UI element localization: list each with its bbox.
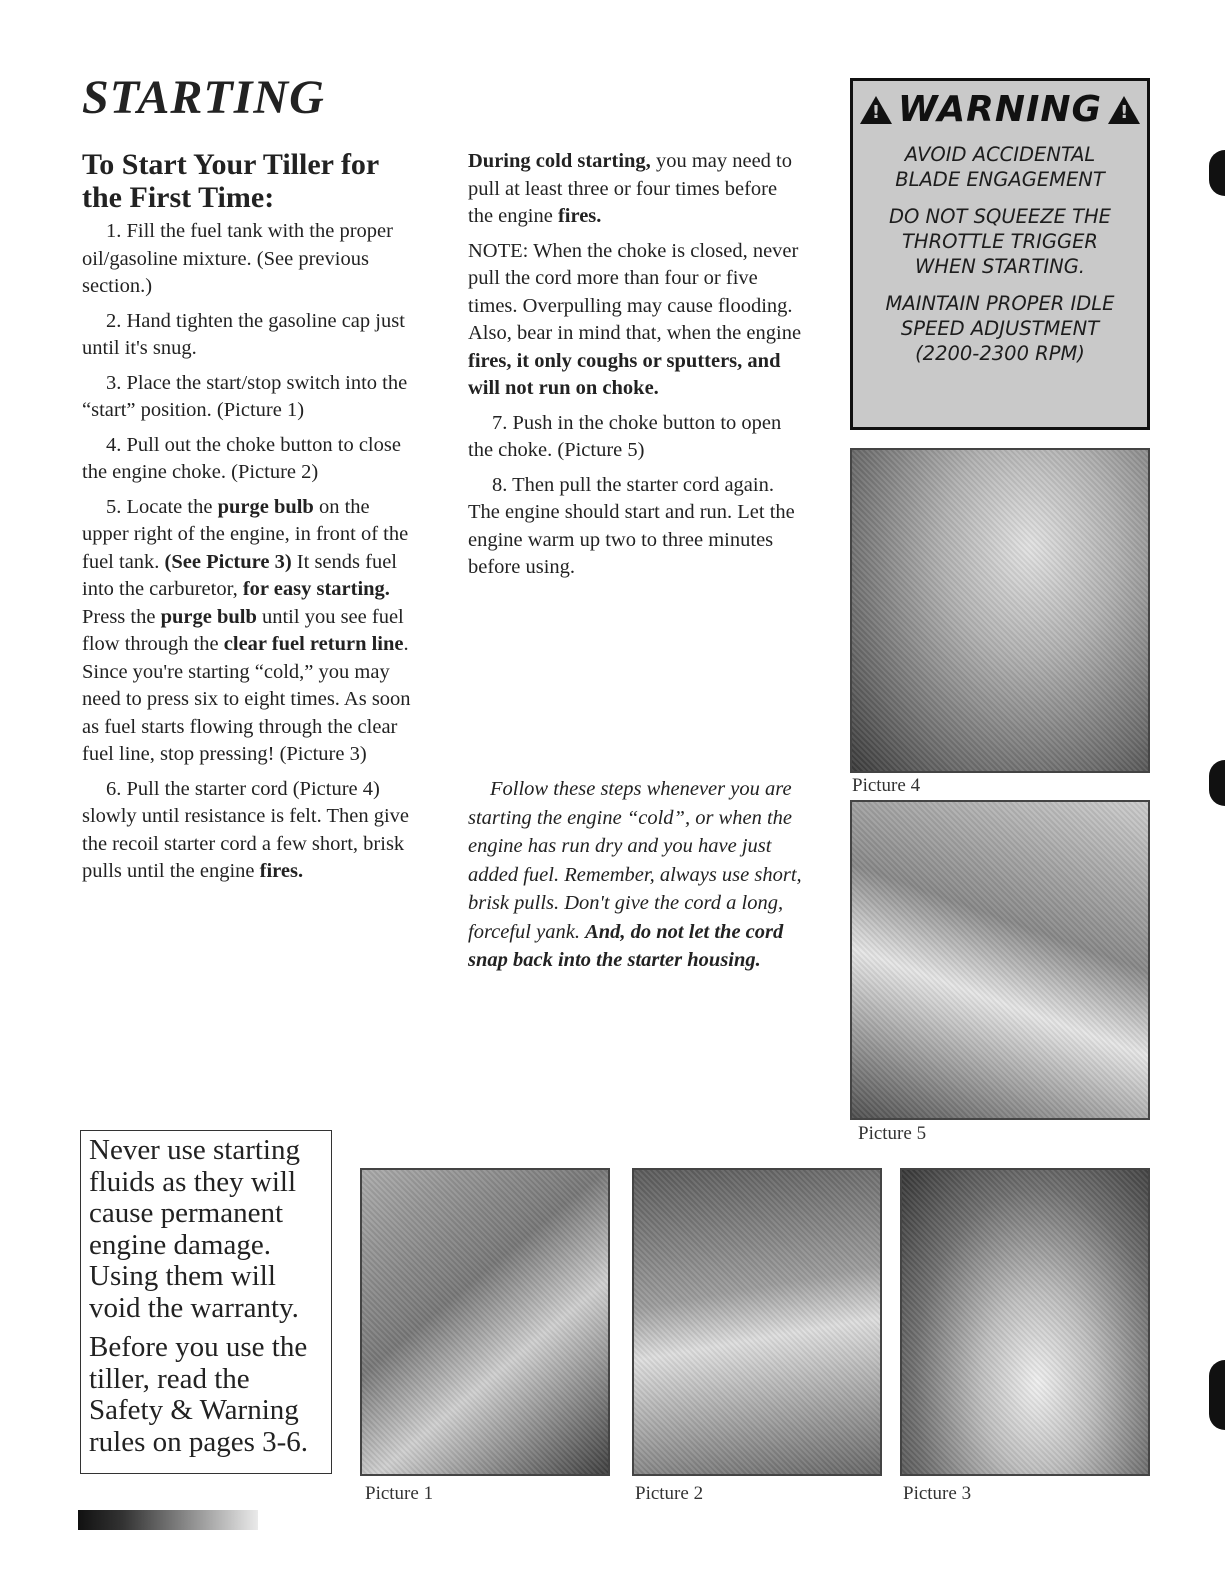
caption-picture-5: Picture 5	[858, 1123, 927, 1144]
photo-picture-4	[850, 448, 1150, 773]
warning-line: DO NOT SQUEEZE THE	[888, 205, 1112, 228]
steps-column-left	[82, 218, 412, 893]
page-edge-tab	[1209, 1360, 1225, 1430]
steps-column-right	[468, 148, 803, 589]
warning-line: (2200-2300 RPM)	[915, 342, 1085, 365]
photo-picture-5	[850, 800, 1150, 1120]
warranty-notice-box	[80, 1130, 332, 1474]
caption-picture-4: Picture 4	[852, 775, 921, 796]
step-8: 8. Then pull the starter cord again. The engine should start and run. Let the engine warm up two to three minutes before using.	[468, 473, 795, 578]
warning-line: WHEN STARTING.	[915, 255, 1085, 278]
warning-line: BLADE ENGAGEMENT	[895, 168, 1105, 191]
step-4: 4. Pull out the choke button to close the engine choke. (Picture 2)	[82, 433, 401, 483]
caption-picture-3: Picture 3	[903, 1483, 972, 1504]
section-heading: To Start Your Tiller for the First Time:	[82, 148, 379, 214]
notice-starting-fluids: Never use starting fluids as they will cause permanent engine damage. Using them will void the warranty.	[89, 1134, 300, 1324]
warning-triangle-icon: !	[1108, 96, 1140, 124]
warning-line: THROTTLE TRIGGER	[902, 230, 1098, 253]
photo-picture-3	[900, 1168, 1150, 1476]
cold-start-reminder: Follow these steps whenever you are starting the engine “cold”, or when the engine has run dry and you have just added fuel. Remember, always use short, brisk pulls. Don't give the cord a long, forceful yank. And, do not let the cord snap back into the starter housing.	[468, 778, 802, 971]
warning-triangle-icon: !	[860, 96, 892, 124]
warning-box	[850, 78, 1150, 430]
warning-line: AVOID ACCIDENTAL	[904, 143, 1096, 166]
caption-picture-2: Picture 2	[635, 1483, 704, 1504]
photo-picture-1	[360, 1168, 610, 1476]
step-2: 2. Hand tighten the gasoline cap just until it's snug.	[82, 309, 405, 359]
step-1: 1. Fill the fuel tank with the proper oil/gasoline mixture. (See previous section.)	[82, 220, 393, 297]
choke-note: NOTE: When the choke is closed, never pull the cord more than four or five times. Overpulling may cause flooding. Also, bear in mind that, when the engine fires, it only coughs or sputters, and will not run on choke.	[468, 239, 802, 399]
step-5: 5. Locate the purge bulb on the upper right of the engine, in front of the fuel tank. (See Picture 3) It sends fuel into the carburetor, for easy starting. Press the purge bulb until you see fuel flow through the clear fuel return line. Since you're starting “cold,” you may need to press six to eight times. As soon as fuel starts flowing through the clear fuel line, stop pressing! (Picture 3)	[82, 495, 411, 765]
step-6: 6. Pull the starter cord (Picture 4) slowly until resistance is felt. Then give the recoil starter cord a few short, brisk pulls until the engine fires.	[82, 777, 409, 882]
notice-safety-rules: Before you use the tiller, read the Safety & Warning rules on pages 3-6.	[89, 1331, 309, 1458]
warning-heading: ! WARNING !	[853, 89, 1147, 130]
photo-picture-2	[632, 1168, 882, 1476]
page-edge-tab	[1209, 760, 1225, 806]
step-3: 3. Place the start/stop switch into the “start” position. (Picture 1)	[82, 371, 408, 421]
caption-picture-1: Picture 1	[365, 1483, 434, 1504]
page-title: STARTING	[82, 71, 325, 124]
warning-line: SPEED ADJUSTMENT	[900, 317, 1100, 340]
page-edge-tab	[1209, 150, 1225, 196]
step-7: 7. Push in the choke button to open the choke. (Picture 5)	[468, 411, 782, 461]
cold-starting-note: During cold starting, you may need to pull at least three or four times before the engine fires.	[468, 150, 793, 227]
page-number-bar	[78, 1510, 258, 1530]
warning-line: MAINTAIN PROPER IDLE	[885, 292, 1115, 315]
